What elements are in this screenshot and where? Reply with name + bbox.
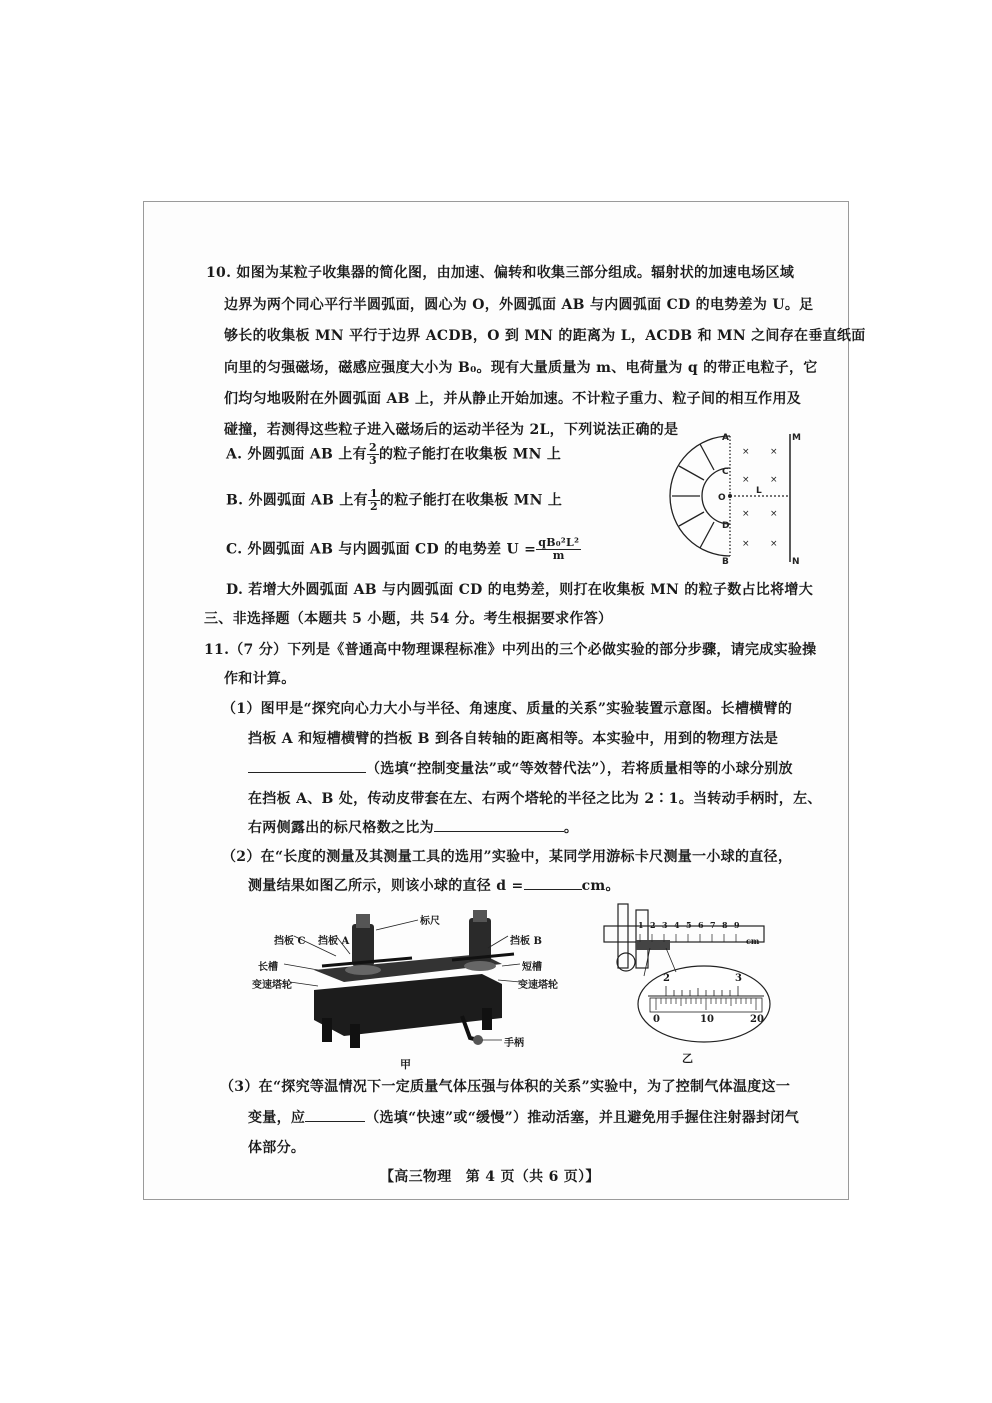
option-c-numerator: qB₀²L² (538, 536, 580, 549)
q10-option-b (226, 488, 562, 513)
zoom-main-2: 2 (663, 973, 670, 984)
label-long-groove: 长槽 (258, 962, 278, 973)
option-c-denominator: m (552, 549, 565, 562)
q10-option-a (226, 442, 561, 467)
label-baffle-a: 挡板 A (318, 936, 350, 947)
answer-blank-diameter[interactable] (524, 889, 582, 890)
q11-p3-line-2 (248, 1107, 799, 1127)
q11-p2-line-2-text: 测量结果如图乙所示，则该小球的直径 d = (248, 878, 524, 894)
label-l: L (756, 486, 762, 496)
zoom-main-3: 3 (735, 973, 742, 984)
svg-text:×: × (770, 475, 778, 485)
option-b-suffix: 的粒子能打在收集板 MN 上 (379, 492, 563, 509)
option-a-denominator: 3 (368, 454, 377, 467)
main-scale-6: 6 (698, 920, 704, 930)
answer-blank-method[interactable] (248, 772, 366, 773)
main-scale-4: 4 (674, 920, 680, 930)
main-scale-1: 1 (638, 920, 644, 930)
q11-p3-line-1: （3）在“探究等温情况下一定质量气体压强与体积的关系”实验中，为了控制气体温度这一 (220, 1079, 791, 1095)
q10-figure (666, 430, 801, 565)
magnetic-field-marks (742, 447, 778, 549)
figure-yi (596, 900, 776, 1070)
main-scale-3: 3 (662, 920, 668, 930)
section-3-heading: 三、非选择题（本题共 5 小题，共 54 分。考生根据要求作答） (204, 611, 613, 627)
q10-option-d: D. 若增大外圆弧面 AB 与内圆弧面 CD 的电势差，则打在收集板 MN 的粒子数占比将增大 (226, 582, 814, 598)
q10-option-c (226, 537, 581, 562)
option-b-numerator: 1 (369, 487, 378, 500)
option-a-suffix: 的粒子能打在收集板 MN 上 (378, 446, 562, 463)
svg-text:×: × (742, 475, 750, 485)
label-b: B (722, 557, 729, 565)
q11-p3-line-2-rest: （选填“快速”或“缓慢”）推动活塞，并且避免用手握住注射器封闭气 (365, 1110, 800, 1126)
option-c-fraction (536, 537, 581, 562)
label-baffle-c: 挡板 C (274, 936, 306, 947)
label-speed-pulley-left: 变速塔轮 (252, 980, 292, 991)
main-scale-5: 5 (686, 920, 692, 930)
q10-line-5: 们均匀地吸附在外圆弧面 AB 上，并从静止开始加速。不计粒子重力、粒子间的相互作用及 (224, 391, 802, 407)
vernier-0: 0 (653, 1014, 660, 1025)
page-footer: 【高三物理 第 4 页（共 6 页）】 (380, 1169, 600, 1185)
q11-p1-line-1: （1）图甲是“探究向心力大小与半径、角速度、质量的关系”实验装置示意图。长槽横臂的 (222, 701, 793, 717)
q11-p1-line-2: 挡板 A 和短槽横臂的挡板 B 到各自转轴的距离相等。本实验中，用到的物理方法是 (248, 731, 779, 747)
svg-text:×: × (742, 539, 750, 549)
q11-p3-line-2-text: 变量，应 (248, 1110, 306, 1126)
q11-p1-line-3-text: （选填“控制变量法”或“等效替代法”），若将质量相等的小球分别放 (366, 761, 793, 777)
q11-p1-line-5-text: 右两侧露出的标尺格数之比为 (248, 820, 434, 836)
vernier-20: 20 (750, 1014, 764, 1025)
label-short-groove: 短槽 (522, 962, 542, 973)
q10-line-4: 向里的匀强磁场，磁感应强度大小为 B₀。现有大量质量为 m、电荷量为 q 的带正电粒子，它 (224, 360, 818, 376)
exam-page (143, 201, 866, 1200)
q11-p2-line-2-unit: cm。 (581, 878, 620, 894)
q10-line-2: 边界为两个同心平行半圆弧面，圆心为 O，外圆弧面 AB 与内圆弧面 CD 的电势差为 U。足 (224, 297, 814, 313)
q10-line-3: 够长的收集板 MN 平行于边界 ACDB，O 到 MN 的距离为 L，ACDB 和 MN 之间存在垂直纸面 (224, 328, 866, 344)
svg-text:×: × (770, 509, 778, 519)
main-scale-unit: cm (746, 936, 760, 946)
label-baffle-b: 挡板 B (510, 936, 542, 947)
svg-text:×: × (770, 447, 778, 457)
label-n: N (792, 557, 800, 565)
label-handle: 手柄 (504, 1038, 524, 1049)
option-b-prefix: B. 外圆弧面 AB 上有 (226, 492, 368, 509)
option-b-fraction (368, 488, 380, 513)
label-a: A (722, 433, 729, 443)
option-b-denominator: 2 (369, 500, 378, 513)
q11-p1-line-5-end: 。 (563, 820, 579, 836)
q11-stem-2: 作和计算。 (224, 671, 296, 687)
answer-blank-ratio[interactable] (434, 831, 564, 832)
main-scale-2: 2 (650, 920, 656, 930)
option-c-prefix: C. 外圆弧面 AB 与内圆弧面 CD 的电势差 U = (226, 541, 537, 558)
caption-yi: 乙 (682, 1052, 693, 1065)
figure-jia (252, 908, 572, 1070)
q11-p2-line-1: （2）在“长度的测量及其测量工具的选用”实验中，某同学用游标卡尺测量一小球的直径， (222, 849, 793, 865)
caption-jia: 甲 (400, 1058, 411, 1071)
q11-p1-line-5 (248, 817, 578, 837)
q11-stem-1: 11.（7 分）下列是《普通高中物理课程标准》中列出的三个必做实验的部分步骤，请完成实验操 (204, 642, 817, 658)
q10-line-6: 碰撞，若测得这些粒子进入磁场后的运动半径为 2L，下列说法正确的是 (224, 422, 679, 438)
vernier-10: 10 (700, 1014, 714, 1025)
option-a-prefix: A. 外圆弧面 AB 上有 (226, 446, 367, 463)
main-scale-8: 8 (722, 920, 728, 930)
label-c: C (722, 467, 729, 477)
label-o: O (718, 493, 726, 503)
label-d: D (722, 521, 730, 531)
q11-p1-line-3 (248, 758, 793, 778)
q11-p2-line-2 (248, 875, 620, 895)
q11-p1-line-4: 在挡板 A、B 处，传动皮带套在左、右两个塔轮的半径之比为 2∶1。当转动手柄时，左、 (248, 791, 822, 807)
main-scale-7: 7 (710, 920, 716, 930)
answer-blank-speed[interactable] (305, 1121, 365, 1122)
q11-p3-line-3: 体部分。 (248, 1140, 306, 1156)
label-m: M (792, 433, 801, 443)
main-scale-9: 9 (734, 920, 740, 930)
q10-line-1: 10. 如图为某粒子收集器的简化图，由加速、偏转和收集三部分组成。辐射状的加速电场区域 (206, 265, 795, 281)
center-o-point (728, 494, 732, 498)
svg-text:×: × (742, 447, 750, 457)
svg-text:×: × (770, 539, 778, 549)
label-speed-pulley-right: 变速塔轮 (518, 980, 558, 991)
radial-field-arrows (672, 444, 714, 548)
option-a-numerator: 2 (368, 441, 377, 454)
option-a-fraction (367, 442, 379, 467)
svg-text:×: × (742, 509, 750, 519)
label-scale: 标尺 (420, 916, 440, 927)
